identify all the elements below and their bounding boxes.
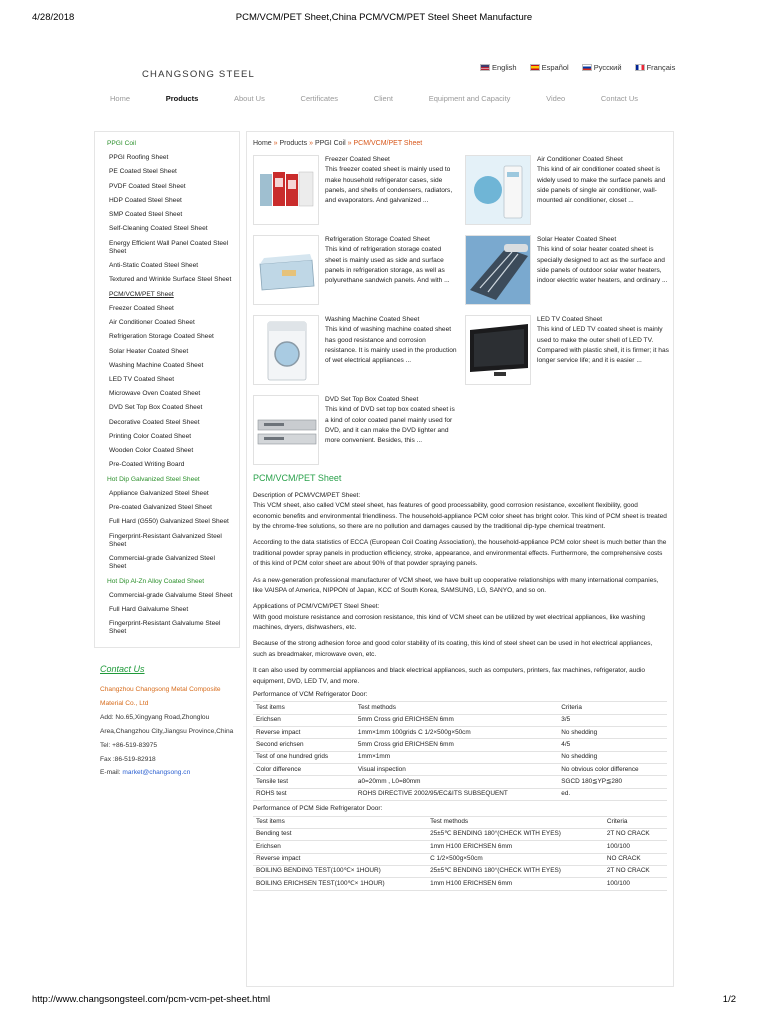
table-row — [253, 816, 667, 828]
table-cell: a0=20mm , L0=80mm — [355, 776, 558, 788]
france-flag-icon — [635, 64, 645, 71]
led-tv-image[interactable] — [465, 315, 531, 385]
company-name: Changzhou Changsong Metal Composite Material Co., Ltd — [100, 686, 221, 708]
sidebar-item[interactable]: Pre-coated Galvanized Steel Sheet — [109, 504, 212, 512]
product-title[interactable]: Air Conditioner Coated Sheet — [537, 156, 623, 164]
table2-title: Performance of PCM Side Refrigerator Door: — [253, 805, 383, 813]
main-content — [246, 131, 674, 987]
table-cell: 1mm H100 ERICHSEN 6mm — [427, 878, 604, 890]
product-description: This kind of air conditioner coated sheet is widely used to make the surface panels and side panels of single air conditioner, wall-mounted air conditioner, closet ... — [537, 166, 666, 204]
lang-spanish[interactable] — [530, 63, 569, 73]
sidebar-item[interactable]: Textured and Wrinkle Surface Steel Sheet — [109, 276, 232, 284]
product-card — [253, 155, 457, 225]
nav-client[interactable]: Client — [373, 94, 393, 103]
product-text — [537, 235, 669, 305]
table-cell: BOILING BENDING TEST(100℃× 1HOUR) — [253, 865, 427, 877]
sidebar-item[interactable]: Wooden Color Coated Sheet — [109, 447, 194, 455]
pcm-performance-table — [253, 816, 667, 891]
table-cell: 5mm Cross grid ERICHSEN 6mm — [355, 714, 558, 726]
table-cell: Reverse impact — [253, 727, 355, 739]
sidebar-item[interactable]: Full Hard (G550) Galvanized Steel Sheet — [109, 518, 229, 526]
sidebar-item[interactable]: PPGI Roofing Sheet — [109, 154, 169, 162]
sidebar-item-current[interactable]: PCM/VCM/PET Sheet — [109, 290, 174, 298]
breadcrumb-home[interactable]: Home — [253, 140, 272, 147]
product-text — [325, 395, 457, 465]
table-cell: 1mm H100 ERICHSEN 6mm — [427, 841, 604, 853]
table-cell: Criteria — [604, 816, 667, 828]
product-description: This kind of LED TV coated sheet is mainly used to make the outer shell of LED TV. Compared with plastic shell, it is firmer; it has longer service life; and it is easier ... — [537, 326, 669, 364]
nav-equipment[interactable]: Equipment and Capacity — [428, 94, 511, 103]
print-url: http://www.changsongsteel.com/pcm-vcm-pet-sheet.html — [32, 993, 271, 1005]
ecca-paragraph: According to the data statistics of ECCA (European Coil Coating Association), the household-appliance PCM color sheet is much better than the traditional powder spray panels in production efficiency, stroke, appearance, and environmental effects. Furthermore, the comprehensive costs of this kind of PCM color sheet are about 90% of that powder spraying panels. — [253, 539, 667, 568]
product-card — [465, 155, 669, 225]
table-cell: Visual inspection — [355, 764, 558, 776]
table-cell: 25±5℃ BENDING 180°(CHECK WITH EYES) — [427, 828, 604, 840]
table-cell: 3/5 — [558, 714, 667, 726]
company-tel: Tel: +86-519-83975 — [100, 741, 158, 749]
sidebar-item[interactable]: Self-Cleaning Coated Steel Sheet — [109, 225, 208, 233]
table-row — [253, 776, 667, 788]
table-cell: ed. — [558, 788, 667, 800]
sidebar-item[interactable]: Decorative Coated Steel Sheet — [109, 418, 200, 426]
table-cell: Test methods — [427, 816, 604, 828]
table-cell: Test items — [253, 702, 355, 714]
product-text — [325, 235, 457, 305]
product-title[interactable]: Washing Machine Coated Sheet — [325, 316, 420, 324]
product-description: This freezer coated sheet is mainly used to make household refrigerator cases, side panels, and shells of condensers, radiators, and evaporators. And galvanized ... — [325, 166, 453, 204]
hot-appliances-paragraph: Because of the strong adhesion force and good color stability of its coating, this kind of steel sheet can be used in hot electrical appliances, such as breadmaker, microwave oven, etc. — [253, 640, 653, 658]
sidebar-item[interactable]: Energy Efficient Wall Panel Coated Steel Sheet — [109, 239, 229, 255]
product-card — [465, 315, 669, 385]
nav-certificates[interactable]: Certificates — [300, 94, 339, 103]
dvd-set-top-box-image[interactable] — [253, 395, 319, 465]
air-conditioner-image[interactable] — [465, 155, 531, 225]
table-cell: Bending test — [253, 828, 427, 840]
product-category-list — [94, 131, 240, 648]
table-cell: Tensile test — [253, 776, 355, 788]
nav-contact-us[interactable]: Contact Us — [600, 94, 638, 103]
sidebar-item[interactable]: SMP Coated Steel Sheet — [109, 211, 183, 219]
sidebar-item[interactable]: Appliance Galvanized Steel Sheet — [109, 489, 209, 497]
table-cell: 25±5℃ BENDING 180°(CHECK WITH EYES) — [427, 865, 604, 877]
product-description: This kind of washing machine coated sheet has good resistance and corrosion resistance. It is mainly used in the production of wet electrical appliances ... — [325, 326, 457, 364]
table-cell: 2T NO CRACK — [604, 828, 667, 840]
lang-french[interactable] — [635, 63, 676, 73]
product-description: This kind of refrigeration storage coated sheet is mainly used as side and surface panels in refrigeration storage, as well as polyurethane sandwich panels. And with ... — [325, 246, 450, 284]
lang-russian[interactable] — [582, 63, 622, 73]
table-row — [253, 865, 667, 877]
table1-title: Performance of VCM Refrigerator Door: — [253, 691, 368, 699]
breadcrumb-products[interactable]: Products — [279, 140, 308, 147]
email-link[interactable]: market@changsong.cn — [122, 769, 191, 777]
table-cell: Criteria — [558, 702, 667, 714]
product-card — [253, 395, 457, 465]
table-cell: BOILING ERICHSEN TEST(100℃× 1HOUR) — [253, 878, 427, 890]
table-cell: No shedding — [558, 751, 667, 763]
table-cell: 100/100 — [604, 841, 667, 853]
breadcrumb-separator: » — [347, 140, 352, 147]
us-flag-icon — [480, 64, 490, 71]
commercial-appliances-paragraph: It can also used by commercial appliances and black electrical appliances, such as computers, printers, fax machines, refrigerator, audio equipment, DVD, LED TV, and more. — [253, 667, 645, 685]
product-text — [325, 155, 457, 225]
sidebar-item[interactable]: Printing Color Coated Sheet — [109, 432, 192, 440]
table-cell: Color difference — [253, 764, 355, 776]
table-cell: ROHS DIRECTIVE 2002/95/EC&ITS SUBSEQUENT — [355, 788, 558, 800]
product-card — [253, 235, 457, 305]
lang-french-label: Français — [646, 63, 676, 72]
company-address: Add: No.65,Xingyang Road,Zhonglou Area,Changzhou City,Jiangsu Province,China — [100, 714, 234, 735]
lang-russian-label: Русский — [593, 63, 622, 72]
sidebar-item[interactable]: Air Conditioner Coated Sheet — [109, 319, 195, 327]
sidebar-item[interactable]: Microwave Oven Coated Sheet — [109, 390, 201, 398]
sidebar-item[interactable]: PPGI Coil — [107, 140, 136, 147]
sidebar-item[interactable]: Anti-Static Coated Steel Sheet — [109, 262, 199, 270]
sidebar-item[interactable]: PVDF Coated Steel Sheet — [109, 182, 186, 190]
table-cell: Test methods — [355, 702, 558, 714]
product-card — [465, 235, 669, 305]
company-fax: Fax :86-519-82918 — [100, 755, 156, 763]
table-row — [253, 853, 667, 865]
sidebar-item[interactable]: Full Hard Galvalume Sheet — [109, 605, 189, 613]
product-text — [537, 315, 669, 385]
breadcrumb-ppgi[interactable]: PPGI Coil — [314, 140, 346, 147]
breadcrumb-separator: » — [309, 140, 313, 147]
main-nav — [110, 94, 638, 104]
table-row — [253, 878, 667, 890]
email-label: E-mail: — [100, 769, 121, 777]
lang-spanish-label: Español — [541, 63, 569, 72]
table-row — [253, 739, 667, 751]
product-description: This kind of solar heater coated sheet is specially designed to act as the surface and side panels of outdoor solar water heaters, indoor electric water heaters, and ordinary ... — [537, 246, 668, 284]
product-title[interactable]: DVD Set Top Box Coated Sheet — [325, 396, 419, 404]
sidebar-item[interactable]: Fingerprint-Resistant Galvalume Steel Sheet — [109, 620, 221, 636]
product-title[interactable]: LED TV Coated Sheet — [537, 316, 603, 324]
sidebar — [94, 131, 240, 788]
manufacturer-paragraph: As a new-generation professional manufacturer of VCM sheet, we have built up cooperative relationships with many international companies, like VAISPA of America, NIPPON of Japan, KCC of South Korea, SAMSUNG, LG, SANYO, and so on. — [253, 576, 659, 594]
table-cell: NO CRACK — [604, 853, 667, 865]
table-row — [253, 751, 667, 763]
print-date: 4/28/2018 — [32, 12, 75, 23]
sidebar-item[interactable]: HDP Coated Steel Sheet — [109, 196, 182, 204]
nav-products[interactable]: Products — [165, 94, 199, 103]
site-logo-text[interactable]: CHANGSONG STEEL — [142, 69, 256, 80]
sidebar-item[interactable]: PE Coated Steel Sheet — [109, 168, 177, 176]
table-cell: SGCD 180≦YP≦280 — [558, 776, 667, 788]
table-cell: C 1/2×500g×50cm — [427, 853, 604, 865]
sidebar-item[interactable]: Washing Machine Coated Sheet — [109, 361, 204, 369]
table-cell: No shedding — [558, 727, 667, 739]
product-text — [537, 155, 669, 225]
product-description: This kind of DVD set top box coated sheet is a kind of color coated panel mainly used for DVD, and it can make the DVD lighter and more convenient. Besides, this ... — [325, 406, 455, 444]
nav-video[interactable]: Video — [546, 94, 566, 103]
table-row — [253, 764, 667, 776]
section-title: PCM/VCM/PET Sheet — [253, 473, 342, 484]
table-cell: ROHS test — [253, 788, 355, 800]
washing-machine-image[interactable] — [253, 315, 319, 385]
breadcrumb-separator: » — [273, 140, 278, 147]
table-cell: 1mm×1mm 100grids C 1/2×500g×50cm — [355, 727, 558, 739]
contact-info — [94, 675, 240, 788]
refrigeration-storage-image[interactable] — [253, 235, 319, 305]
sidebar-item[interactable]: DVD Set Top Box Coated Sheet — [109, 404, 203, 412]
table-cell: No obvious color difference — [558, 764, 667, 776]
product-title[interactable]: Refrigeration Storage Coated Sheet — [325, 236, 430, 244]
language-switcher — [480, 63, 675, 73]
solar-heater-image[interactable] — [465, 235, 531, 305]
description-paragraph: Description of PCM/VCM/PET Sheet: This VCM sheet, also called VCM steel sheet, has features of good processability, good corrosion resistance, excellent flexibility, good economic benefits and environmental friendliness. The household-appliance PCM color sheet has bright color. This kind of PCM sheet is treated by the chrome-free solutions, so there are no pollution and damages caused by the traditional dip-type chemical treatment. — [253, 491, 667, 530]
russia-flag-icon — [582, 64, 592, 71]
breadcrumb-current: PCM/VCM/PET Sheet — [353, 140, 423, 147]
spain-flag-icon — [530, 64, 540, 71]
product-text — [325, 315, 457, 385]
table-cell: Erichsen — [253, 714, 355, 726]
table-cell: Erichsen — [253, 841, 427, 853]
sidebar-item[interactable]: Commercial-grade Galvanized Steel Sheet — [109, 555, 215, 571]
applications-paragraph: Applications of PCM/VCM/PET Steel Sheet: With good moisture resistance and corrosion resistance, this kind of VCM sheet can be utilized by wet electrical appliances, like washing machines, dryers, dishwashers, etc. — [253, 603, 645, 632]
sidebar-item[interactable]: Freezer Coated Sheet — [109, 304, 174, 312]
freezer-image[interactable] — [253, 155, 319, 225]
print-page-title: PCM/VCM/PET Sheet,China PCM/VCM/PET Steel Sheet Manufacture — [235, 12, 533, 23]
table-cell: 1mm×1mm — [355, 751, 558, 763]
vcm-performance-table — [253, 701, 667, 801]
table-cell: Reverse impact — [253, 853, 427, 865]
table-cell: 5mm Cross grid ERICHSEN 6mm — [355, 739, 558, 751]
sidebar-item[interactable]: Commercial-grade Galvalume Steel Sheet — [109, 591, 233, 599]
table-row — [253, 727, 667, 739]
table-cell: Second erichsen — [253, 739, 355, 751]
table-cell: 4/5 — [558, 739, 667, 751]
lang-english[interactable] — [480, 63, 517, 73]
table-cell: 100/100 — [604, 878, 667, 890]
company-email-row — [100, 766, 234, 780]
sidebar-item[interactable]: Hot Dip Al-Zn Alloy Coated Sheet — [107, 577, 205, 585]
table-row — [253, 702, 667, 714]
sidebar-item[interactable]: Pre-Coated Writing Board — [109, 461, 185, 469]
table-cell: Test of one hundred grids — [253, 751, 355, 763]
breadcrumb — [253, 139, 667, 148]
lang-english-label: English — [492, 63, 517, 72]
table-cell: Test items — [253, 816, 427, 828]
table-row — [253, 841, 667, 853]
product-card — [253, 315, 457, 385]
product-grid — [253, 155, 667, 465]
sidebar-item[interactable]: Solar Heater Coated Sheet — [109, 347, 189, 355]
contact-us-heading[interactable]: Contact Us — [100, 663, 145, 674]
nav-home[interactable]: Home — [110, 94, 131, 103]
sidebar-item[interactable]: LED TV Coated Sheet — [109, 375, 175, 383]
product-title[interactable]: Solar Heater Coated Sheet — [537, 236, 617, 244]
nav-about-us[interactable]: About Us — [233, 94, 265, 103]
sidebar-item[interactable]: Refrigeration Storage Coated Sheet — [109, 333, 214, 341]
sidebar-item[interactable]: Hot Dip Galvanized Steel Sheet — [107, 475, 200, 483]
table-row — [253, 714, 667, 726]
table-row — [253, 788, 667, 800]
product-title[interactable]: Freezer Coated Sheet — [325, 156, 390, 164]
table-row — [253, 828, 667, 840]
sidebar-item[interactable]: Fingerprint-Resistant Galvanized Steel Sheet — [109, 532, 222, 548]
table-cell: 2T NO CRACK — [604, 865, 667, 877]
print-page-number: 1/2 — [722, 993, 736, 1005]
